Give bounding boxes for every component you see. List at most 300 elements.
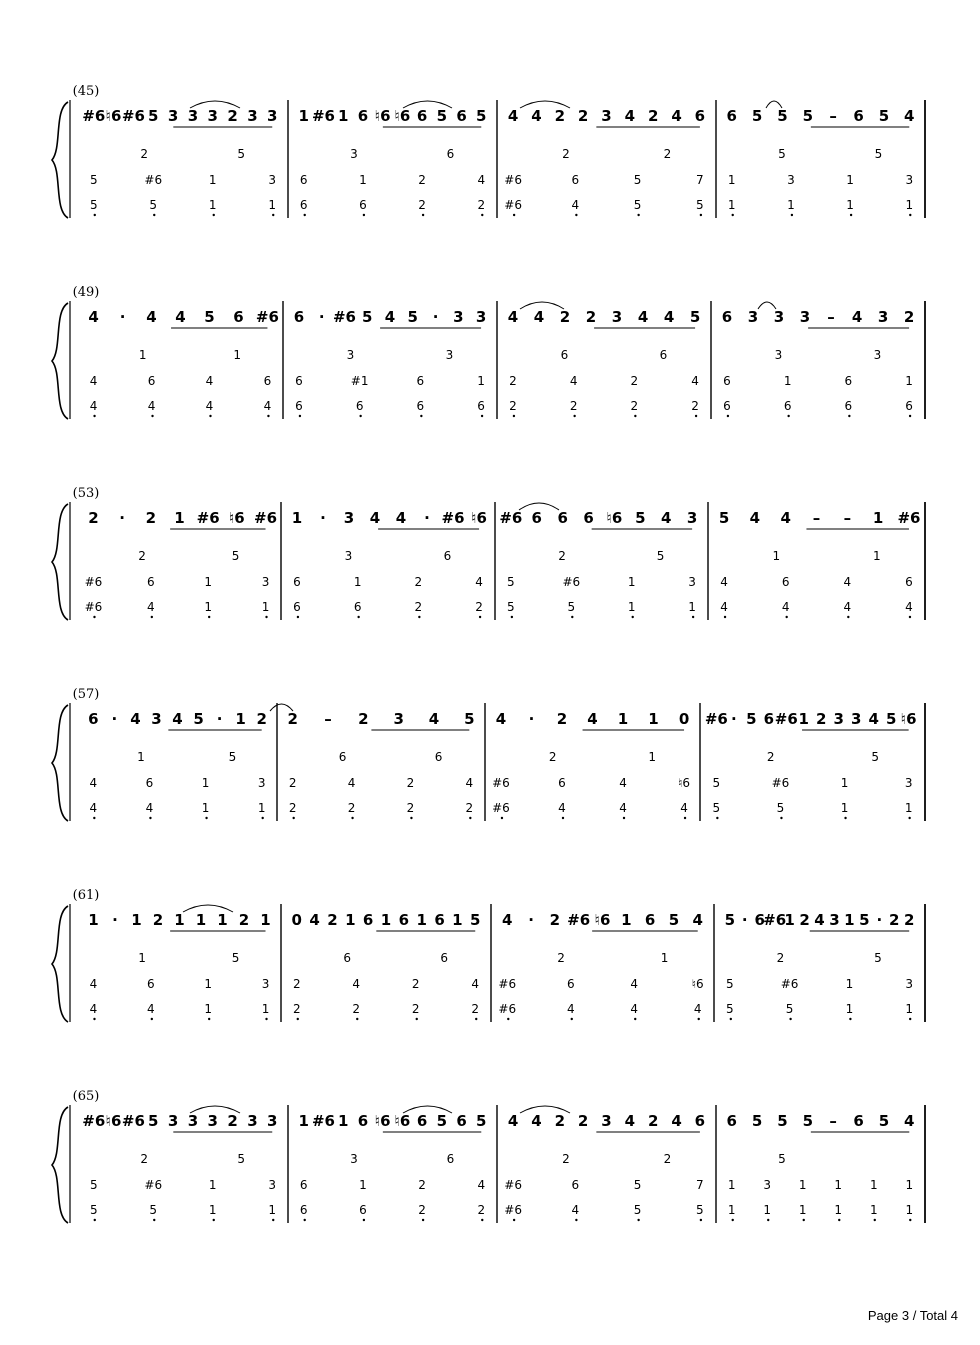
melody-note: 2	[554, 107, 566, 125]
octave-dot	[93, 415, 95, 417]
melody-note: ·	[741, 911, 748, 929]
octave-dot	[153, 214, 155, 216]
chord-note: 6	[560, 348, 569, 362]
chord-note: #6	[144, 173, 163, 187]
chord-note: 3	[344, 549, 353, 563]
system	[52, 486, 925, 620]
chord-note: 1	[359, 1178, 367, 1192]
chord-note: 1	[688, 600, 696, 614]
chord-note: 5	[507, 600, 515, 614]
chord-note: 1	[869, 1178, 878, 1192]
chord-note: 2	[347, 801, 356, 815]
brace	[52, 705, 68, 821]
chord-note: 6	[147, 575, 155, 589]
melody-note: 5	[436, 1112, 448, 1130]
octave-dot	[265, 616, 267, 618]
octave-dot	[420, 415, 422, 417]
chord-note: 2	[509, 374, 517, 388]
chord-note: #6	[492, 776, 510, 790]
melody-note: 4	[533, 308, 545, 326]
melody-note: 6	[557, 509, 568, 527]
melody-note: 5	[777, 107, 788, 125]
chord-note: 5	[776, 801, 785, 815]
melody-note: ♮6	[394, 107, 411, 125]
chord-note: 2	[663, 1152, 672, 1166]
melody-note: 5	[724, 911, 736, 929]
octave-dot	[513, 415, 515, 417]
chord-note: 6	[781, 575, 790, 589]
chord-note: 6	[446, 147, 455, 161]
chord-note: 1	[727, 1178, 736, 1192]
octave-dot	[479, 616, 481, 618]
chord-note: 4	[569, 374, 578, 388]
melody-note: 4	[88, 308, 99, 326]
melody-note: ♮6	[228, 509, 245, 527]
melody-note: 5	[470, 911, 481, 929]
octave-dot	[357, 616, 359, 618]
chord-note: 6	[571, 1178, 580, 1192]
chord-note: 4	[89, 801, 98, 815]
melody-note: 2	[577, 107, 589, 125]
octave-dot	[351, 817, 353, 819]
melody-note: 5	[777, 1112, 788, 1130]
chord-note: 6	[659, 348, 668, 362]
octave-dot	[304, 214, 306, 216]
melody-note: –	[829, 1112, 837, 1130]
octave-dot	[93, 817, 95, 819]
chord-note: 3	[350, 147, 358, 161]
chord-note: 5	[231, 951, 240, 965]
chord-note: 2	[418, 1178, 426, 1192]
chord-note: #6	[504, 173, 522, 187]
melody-note: 4	[172, 710, 183, 728]
chord-note: #6	[504, 1178, 522, 1192]
melody-note: 3	[187, 107, 199, 125]
melody-note: 1	[452, 911, 463, 929]
chord-note: 2	[414, 600, 423, 614]
melody-note: 3	[601, 107, 612, 125]
melody-note: 6	[853, 1112, 864, 1130]
chord-note: 2	[562, 147, 570, 161]
chord-note: 2	[414, 575, 423, 589]
chord-note: 5	[228, 750, 237, 764]
chord-note: 5	[871, 750, 880, 764]
chord-note: 4	[477, 173, 486, 187]
octave-dot	[838, 1219, 840, 1221]
melody-note: 2	[577, 1112, 589, 1130]
chord-note: 2	[477, 198, 486, 212]
chord-note: 5	[778, 1152, 786, 1166]
chord-note: 2	[292, 977, 301, 991]
melody-note: 1	[337, 107, 349, 125]
octave-dot	[571, 1018, 573, 1020]
melody-note: #6	[82, 107, 106, 125]
melody-note: 4	[671, 1112, 682, 1130]
octave-dot	[849, 1018, 851, 1020]
chord-note: 5	[89, 1178, 98, 1192]
melody-note: ·	[318, 308, 325, 326]
octave-dot	[571, 616, 573, 618]
octave-dot	[623, 817, 625, 819]
chord-note: 2	[569, 399, 578, 413]
chord-note: 4	[205, 399, 214, 413]
melody-note: 1	[131, 911, 142, 929]
chord-note: #6	[144, 1178, 163, 1192]
melody-note: 2	[287, 710, 298, 728]
chord-note: 6	[353, 600, 362, 614]
octave-dot	[874, 1219, 876, 1221]
melody-note: 2	[145, 509, 157, 527]
chord-note: 4	[566, 1002, 575, 1016]
chord-note: 1	[727, 173, 736, 187]
chord-note: 6	[343, 951, 352, 965]
octave-dot	[151, 415, 153, 417]
octave-dot	[153, 1219, 155, 1221]
chord-note: 4	[147, 1002, 155, 1016]
chord-note: 2	[630, 399, 639, 413]
melody-note: 5	[802, 1112, 814, 1130]
melody-note: 1	[217, 911, 228, 929]
chord-note: 4	[352, 977, 361, 991]
chord-note: 1	[627, 575, 636, 589]
octave-dot	[149, 817, 151, 819]
system-label: (49)	[72, 285, 100, 300]
melody-note: 5	[802, 107, 814, 125]
melody-note: #6	[255, 308, 279, 326]
melody-note: 5	[148, 107, 159, 125]
melody-note: 4	[428, 710, 440, 728]
chord-note: 6	[844, 399, 853, 413]
chord-note: 1	[268, 198, 277, 212]
melody-note: 5	[148, 1112, 159, 1130]
melody-note: 6	[644, 911, 656, 929]
melody-note: 2	[549, 911, 561, 929]
melody-note: 6	[434, 911, 445, 929]
octave-dot	[700, 1219, 702, 1221]
chord-note: 4	[347, 776, 356, 790]
chord-note: 6	[299, 198, 308, 212]
melody-note: 4	[495, 710, 507, 728]
octave-dot	[93, 616, 95, 618]
chord-note: 1	[204, 600, 212, 614]
octave-dot	[501, 817, 503, 819]
melody-note: 4	[130, 710, 141, 728]
chord-note: 2	[138, 549, 146, 563]
melody-note: 3	[267, 107, 278, 125]
melody-note: 1	[380, 911, 392, 929]
melody-note: 2	[816, 710, 827, 728]
melody-note: #6	[196, 509, 220, 527]
octave-dot	[573, 415, 575, 417]
melody-note: 6	[362, 911, 374, 929]
melody-note: 1	[291, 509, 303, 527]
melody-note: 3	[611, 308, 623, 326]
chord-note: 2	[477, 1203, 486, 1217]
melody-note: 4	[692, 911, 703, 929]
chord-note: 5	[89, 173, 98, 187]
chord-note: 6	[295, 399, 303, 413]
melody-note: 1	[784, 911, 795, 929]
melody-note: 4	[661, 509, 672, 527]
melody-note: 3	[187, 1112, 199, 1130]
melody-note: 4	[851, 308, 863, 326]
melody-note: ·	[730, 710, 737, 728]
chord-note: 6	[558, 776, 566, 790]
chord-note: 6	[446, 1152, 455, 1166]
melody-note: #6	[441, 509, 465, 527]
melody-note: 3	[167, 1112, 179, 1130]
chord-note: 5	[725, 977, 734, 991]
system-label: (53)	[72, 486, 100, 501]
chord-note: 5	[633, 198, 642, 212]
octave-dot	[700, 214, 702, 216]
melody-note: 2	[903, 308, 915, 326]
melody-note: –	[843, 509, 852, 527]
melody-note: 4	[395, 509, 407, 527]
octave-dot	[469, 817, 471, 819]
octave-dot	[575, 1219, 577, 1221]
octave-dot	[481, 1219, 483, 1221]
melody-note: 6	[721, 308, 733, 326]
melody-note: 5	[885, 710, 897, 728]
melody-note: 1	[798, 710, 809, 728]
melody-note: –	[827, 308, 835, 326]
melody-note: 4	[502, 911, 513, 929]
octave-dot	[634, 1018, 636, 1020]
melody-note: 2	[556, 710, 568, 728]
melody-note: 1	[298, 1112, 309, 1130]
melody-note: 1	[844, 911, 855, 929]
chord-note: 3	[268, 173, 277, 187]
octave-dot	[151, 616, 153, 618]
chord-note: 7	[696, 1178, 704, 1192]
chord-note: 6	[434, 750, 443, 764]
chord-note: 4	[843, 600, 852, 614]
chord-note: 3	[774, 348, 783, 362]
melody-note: 6	[754, 911, 765, 929]
melody-note: 2	[227, 107, 238, 125]
chord-note: 5	[874, 951, 882, 965]
melody-note: –	[829, 107, 837, 125]
melody-note: 4	[671, 107, 682, 125]
chord-note: 3	[346, 348, 355, 362]
melody-note: 4	[868, 710, 879, 728]
melody-note: 0	[678, 710, 690, 728]
chord-note: 2	[663, 147, 672, 161]
melody-note: 1	[235, 710, 246, 728]
octave-dot	[724, 616, 726, 618]
melody-note: 1	[88, 911, 99, 929]
melody-note: #6	[311, 107, 335, 125]
system-label: (61)	[72, 888, 100, 903]
melody-note: 1	[617, 710, 629, 728]
melody-note: 3	[207, 107, 218, 125]
melody-note: 2	[238, 911, 250, 929]
octave-dot	[272, 1219, 274, 1221]
chord-note: 4	[720, 600, 728, 614]
octave-dot	[848, 415, 850, 417]
octave-dot	[850, 214, 852, 216]
chord-note: 5	[874, 147, 883, 161]
chord-note: 3	[873, 348, 882, 362]
octave-dot	[847, 616, 849, 618]
chord-note: 2	[509, 399, 517, 413]
melody-note: 5	[464, 710, 475, 728]
chord-note: 2	[292, 1002, 301, 1016]
chord-note: 5	[149, 1203, 158, 1217]
chord-note: 6	[359, 198, 367, 212]
melody-note: 4	[507, 107, 519, 125]
chord-note: 1	[787, 198, 795, 212]
melody-note: 6	[456, 107, 467, 125]
chord-note: 4	[89, 977, 98, 991]
melody-note: 1	[174, 911, 185, 929]
octave-dot	[299, 415, 301, 417]
melody-note: ·	[111, 710, 118, 728]
octave-dot	[213, 214, 215, 216]
chord-note: 1	[477, 374, 485, 388]
chord-note: 2	[352, 1002, 361, 1016]
chord-note: 6	[723, 399, 731, 413]
melody-note: 1	[345, 911, 356, 929]
melody-note: 4	[637, 308, 649, 326]
melody-note: 5	[407, 308, 418, 326]
chord-note: 6	[293, 575, 301, 589]
octave-dot	[844, 817, 846, 819]
chord-note: 2	[288, 801, 297, 815]
octave-dot	[575, 214, 577, 216]
brace	[52, 504, 68, 620]
melody-note: 2	[327, 911, 338, 929]
chord-note: 6	[299, 1203, 308, 1217]
chord-note: 7	[696, 173, 704, 187]
brace	[52, 303, 68, 419]
octave-dot	[909, 1219, 911, 1221]
chord-note: 6	[905, 575, 913, 589]
chord-note: 6	[359, 1203, 367, 1217]
chord-note: 3	[261, 977, 270, 991]
chord-note: 3	[445, 348, 454, 362]
octave-dot	[803, 1219, 805, 1221]
melody-note: ♮6	[394, 1112, 411, 1130]
chord-note: 2	[558, 549, 566, 563]
octave-dot	[791, 214, 793, 216]
chord-note: 5	[785, 1002, 794, 1016]
chord-note: #6	[84, 575, 103, 589]
system	[52, 84, 925, 218]
octave-dot	[637, 1219, 639, 1221]
melody-note: 4	[369, 509, 381, 527]
chord-note: 6	[571, 173, 580, 187]
chord-note: 3	[261, 575, 270, 589]
melody-note: 4	[531, 107, 542, 125]
chord-note: 2	[140, 1152, 149, 1166]
chord-note: 6	[440, 951, 449, 965]
chord-note: 5	[656, 549, 665, 563]
melody-note: ·	[119, 509, 126, 527]
octave-dot	[416, 1018, 418, 1020]
chord-note: 5	[149, 198, 158, 212]
melody-note: 6	[233, 308, 244, 326]
melody-note: #6	[567, 911, 591, 929]
chord-note: 4	[558, 801, 566, 815]
melody-note: 5	[718, 509, 730, 527]
system-label: (65)	[72, 1089, 100, 1104]
melody-note: #6	[897, 509, 921, 527]
chord-note: 1	[772, 549, 781, 563]
chord-note: 6	[147, 977, 155, 991]
melody-note: 3	[877, 308, 889, 326]
melody-note: 2	[585, 308, 597, 326]
melody-note: 3	[343, 509, 355, 527]
chord-note: 1	[727, 1203, 736, 1217]
chord-note: 1	[845, 977, 854, 991]
chord-note: 4	[145, 801, 154, 815]
chord-note: 3	[350, 1152, 358, 1166]
octave-dot	[209, 415, 211, 417]
octave-dot	[767, 1219, 769, 1221]
melody-note: 3	[151, 710, 162, 728]
octave-dot	[297, 1018, 299, 1020]
melody-note: 5	[204, 308, 215, 326]
melody-note: 5	[668, 911, 680, 929]
melody-note: 5	[436, 107, 448, 125]
chord-note: 4	[147, 600, 155, 614]
page-number: Page 3 / Total 4	[867, 1308, 958, 1323]
octave-dot	[716, 817, 718, 819]
chord-note: 6	[355, 399, 364, 413]
octave-dot	[422, 1219, 424, 1221]
chord-note: 1	[208, 1178, 217, 1192]
melody-note: ♮6	[105, 107, 122, 125]
chord-note: 2	[630, 374, 639, 388]
melody-note: 1	[621, 911, 632, 929]
octave-dot	[475, 1018, 477, 1020]
melody-note: 3	[601, 1112, 612, 1130]
chord-note: ♮6	[691, 977, 704, 991]
melody-note: 1	[195, 911, 207, 929]
melody-note: 2	[227, 1112, 238, 1130]
chord-note: 1	[204, 1002, 212, 1016]
melody-note: #6	[311, 1112, 335, 1130]
chord-note: 2	[562, 1152, 570, 1166]
melody-note: 4	[587, 710, 598, 728]
octave-dot	[363, 1219, 365, 1221]
melody-note: ♮6	[471, 509, 487, 527]
chord-note: 2	[557, 951, 565, 965]
octave-dot	[780, 817, 782, 819]
melody-note: –	[324, 710, 332, 728]
melody-note: 3	[686, 509, 698, 527]
octave-dot	[481, 214, 483, 216]
chord-note: 1	[905, 1203, 914, 1217]
chord-note: 3	[688, 575, 696, 589]
melody-note: 1	[298, 107, 309, 125]
octave-dot	[292, 817, 294, 819]
chord-note: 4	[89, 374, 98, 388]
chord-note: 1	[208, 1203, 217, 1217]
chord-note: 1	[261, 1002, 270, 1016]
octave-dot	[304, 1219, 306, 1221]
octave-dot	[208, 1018, 210, 1020]
chord-note: 4	[475, 575, 483, 589]
melody-note: 6	[853, 107, 864, 125]
chord-note: 5	[696, 198, 704, 212]
melody-note: ♮6	[374, 1112, 391, 1130]
chord-note: 4	[89, 776, 98, 790]
melody-note: 3	[247, 107, 258, 125]
chord-note: 5	[89, 198, 98, 212]
